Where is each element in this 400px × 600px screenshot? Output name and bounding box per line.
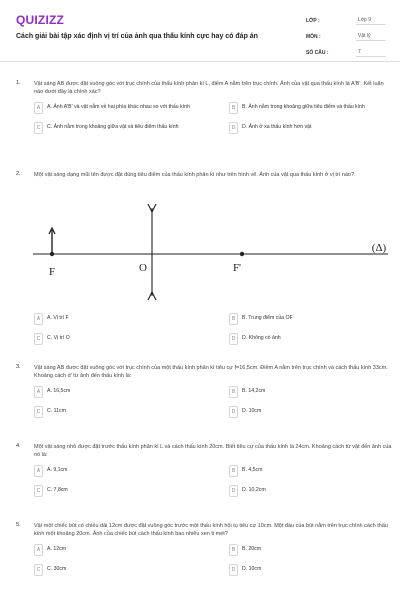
question-2-options: [16, 313, 392, 347]
option-b[interactable]: [229, 102, 399, 116]
question-number: 2.: [16, 171, 21, 177]
meta-subject-value: Vật lý: [356, 33, 386, 41]
option-a[interactable]: [34, 102, 219, 116]
label-f: F: [48, 266, 56, 278]
question-2: [16, 171, 392, 179]
option-letter: D: [229, 406, 238, 418]
option-text: B. 14,2cm: [242, 388, 266, 394]
option-a[interactable]: [34, 386, 219, 400]
question-5: [16, 522, 392, 578]
option-letter: A: [34, 386, 43, 398]
question-number: 5.: [16, 522, 21, 528]
meta-count-value: 7: [356, 49, 386, 57]
answer-options: [34, 544, 392, 578]
option-text: C. 30cm: [47, 566, 67, 572]
option-d[interactable]: [229, 406, 399, 420]
meta-count-label: SỐ CÂU :: [306, 49, 329, 56]
option-text: D. 10cm: [242, 408, 262, 414]
option-d[interactable]: [229, 122, 399, 136]
option-text: B. Trung điểm của OF: [242, 315, 293, 321]
option-text: D. 10cm: [242, 566, 262, 572]
answer-options: [34, 313, 392, 347]
option-letter: D: [229, 122, 238, 134]
question-number: 1.: [16, 80, 21, 86]
meta-subject: [306, 30, 386, 43]
option-letter: C: [34, 333, 43, 345]
option-letter: C: [34, 485, 43, 497]
question-text: Vật sáng AB được đặt vuông góc với trục chính của một thấu kính phân kì tiêu cự f=16,5cm. Điểm A nằm trên trục chính và cách thấu kính 33cm. Khoảng cách d' từ ảnh đến thấu kính là:: [34, 365, 388, 379]
option-letter: B: [229, 386, 238, 398]
label-f-prime: F': [232, 262, 242, 274]
option-b[interactable]: [229, 386, 399, 400]
meta-grade: [306, 14, 386, 27]
option-b[interactable]: [229, 465, 399, 479]
lens-diagram: [30, 200, 392, 300]
question-text: Vật một chiếc bút có chiều dài 12cm được đặt vuông góc trước một thấu kính hội tụ tiêu cự 10cm. Một đầu của bút nằm trên trục chính cách thấu kính một khoảng 20cm. Ảnh của chiếc bút cách thấu kính bao nhiêu xen ti mét?: [34, 523, 388, 537]
option-letter: D: [229, 564, 238, 576]
quizizz-logo: QUIZIZZ: [16, 13, 65, 27]
answer-options: [34, 386, 392, 420]
option-letter: B: [229, 313, 238, 325]
option-letter: B: [229, 102, 238, 114]
option-text: A. 12cm: [47, 546, 67, 552]
option-text: A. 9,1cm: [47, 467, 68, 473]
meta-grade-value: Lớp 9: [356, 17, 386, 25]
worksheet-header: [0, 0, 400, 62]
meta-grade-label: LỚP :: [306, 17, 320, 24]
option-text: C. Ảnh nằm trong khoảng giữa vật và tiêu điểm thấu kính: [47, 124, 179, 130]
option-d[interactable]: [229, 485, 399, 499]
meta-subject-label: MÔN :: [306, 33, 321, 40]
option-text: D. 10,2cm: [242, 487, 266, 493]
option-text: B. Ảnh nằm trong khoảng giữa tiêu điểm và thấu kính: [242, 104, 365, 110]
option-text: B. 20cm: [242, 546, 262, 552]
option-letter: A: [34, 465, 43, 477]
option-a[interactable]: [34, 544, 219, 558]
option-b[interactable]: [229, 313, 399, 327]
answer-options: [34, 102, 392, 136]
option-text: A. Ảnh A'B' và vật nằm về hai phía khác nhau so với thấu kính: [47, 104, 190, 110]
option-text: C. 11cm: [47, 408, 66, 414]
option-letter: D: [229, 333, 238, 345]
option-letter: C: [34, 122, 43, 134]
option-text: D. Không có ảnh: [242, 335, 281, 341]
option-letter: A: [34, 544, 43, 556]
option-b[interactable]: [229, 544, 399, 558]
option-a[interactable]: [34, 465, 219, 479]
meta-count: [306, 46, 386, 59]
option-text: C. 7,8cm: [47, 487, 68, 493]
question-1: [16, 80, 392, 136]
question-4: [16, 443, 392, 499]
option-text: D. Ảnh ở xa thấu kính hơn vật: [242, 124, 312, 130]
option-text: A. Vị trí F: [47, 315, 69, 321]
option-c[interactable]: [34, 485, 219, 499]
option-text: B. 4,5cm: [242, 467, 263, 473]
option-c[interactable]: [34, 122, 219, 136]
option-a[interactable]: [34, 313, 219, 327]
option-c[interactable]: [34, 564, 219, 578]
option-letter: A: [34, 313, 43, 325]
answer-options: [34, 465, 392, 499]
question-text: Một vật sáng dạng mũi tên được đặt đúng tiêu điểm của thấu kính phân kì như trên hình vẽ. Ảnh của vật qua thấu kính ở vị trí nào?: [34, 172, 355, 178]
focus-point-f-prime: [240, 252, 244, 256]
option-c[interactable]: [34, 333, 219, 347]
option-letter: B: [229, 544, 238, 556]
question-text: Vật sáng AB được đặt vuông góc với trục chính của thấu kính phân kì L, điểm A nằm trên trục chính. Ảnh của vật qua thấu kính là A'B'. Kết luận nào dưới đây là chính xác?: [34, 81, 384, 95]
option-letter: C: [34, 564, 43, 576]
question-text: Một vật sáng nhỏ được đặt trước thấu kính phân kì L và cách thấu kính 20cm. Biết tiêu cự của thấu kính là 24cm. Khoảng cách từ vật đến ảnh của nó là:: [34, 444, 392, 458]
worksheet-title: Cách giải bài tập xác định vị trí của ảnh qua thấu kính cực hay có đáp án: [16, 33, 258, 40]
option-text: C. Vị trí O: [47, 335, 70, 341]
option-letter: D: [229, 485, 238, 497]
option-letter: B: [229, 465, 238, 477]
option-d[interactable]: [229, 333, 399, 347]
option-letter: A: [34, 102, 43, 114]
question-3: [16, 364, 392, 420]
option-text: A. 16,5cm: [47, 388, 71, 394]
worksheet-meta: [306, 14, 386, 62]
option-d[interactable]: [229, 564, 399, 578]
label-o: O: [139, 262, 147, 274]
label-axis: (Δ): [371, 242, 387, 254]
focus-point-f: [50, 252, 54, 256]
question-number: 4.: [16, 443, 21, 449]
option-letter: C: [34, 406, 43, 418]
option-c[interactable]: [34, 406, 219, 420]
question-number: 3.: [16, 364, 21, 370]
